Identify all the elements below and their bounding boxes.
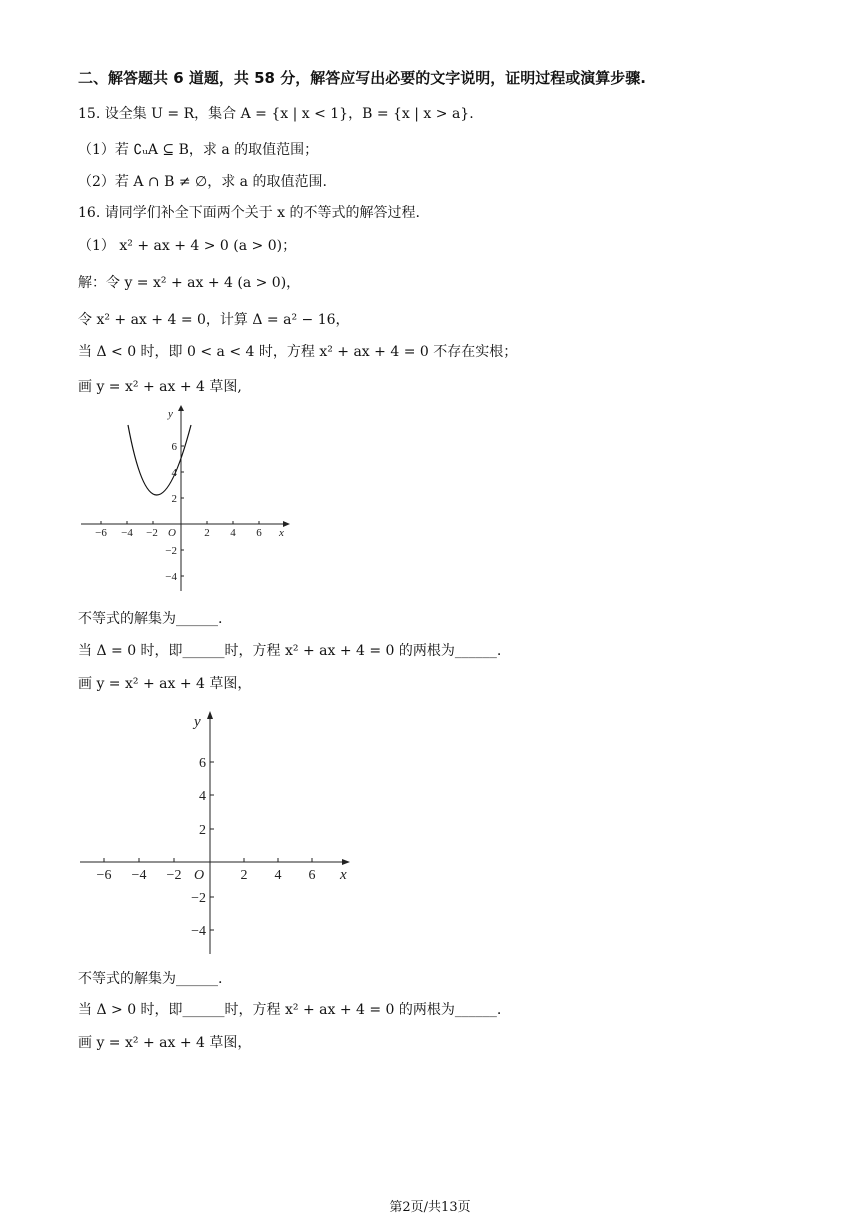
graph-2-y-tick: 6 <box>199 756 206 771</box>
graph-2-x-tick: 6 <box>308 868 316 883</box>
graph-2-x-tick: −6 <box>96 868 112 883</box>
graph-2-axes <box>80 718 343 954</box>
graph-2 <box>78 710 368 960</box>
graph-1-x-tick: 6 <box>256 527 262 539</box>
graph-1-y-tick: 2 <box>171 493 177 505</box>
graph-1-parabola <box>128 425 191 495</box>
graph-2-x-tick: −4 <box>131 868 147 883</box>
solution-set-blank-2: 不等式的解集为______. <box>78 971 223 987</box>
graph-1-y-tick: −2 <box>165 545 177 557</box>
graph-1-x-tick: 2 <box>204 527 210 539</box>
graph-2-x-tick: 4 <box>274 868 282 883</box>
solution-step-4: 画 y = x² + ax + 4 草图, <box>78 379 242 395</box>
solution-step-2: 令 x² + ax + 4 = 0，计算 Δ = a² − 16， <box>78 312 350 328</box>
graph-1-y-tick: −4 <box>165 571 177 583</box>
graph-2-y-tick: −4 <box>191 924 206 939</box>
problem-16-part-1: （1） x² + ax + 4 > 0 (a > 0)； <box>78 238 297 254</box>
page-footer: 第2页/共13页 <box>389 1200 471 1215</box>
graph-2-x-arrow <box>342 859 350 865</box>
graph-2-y-label: y <box>194 714 201 730</box>
graph-2-y-tick: 4 <box>199 789 206 804</box>
graph-1-y-tick: 4 <box>171 467 177 479</box>
solution-step-3: 当 Δ < 0 时，即 0 < a < 4 时，方程 x² + ax + 4 = 0 不存在实根； <box>78 344 518 360</box>
graph-2-x-label: x <box>340 867 347 883</box>
graph-1-y-arrow <box>178 405 184 411</box>
graph-1-x-tick: 4 <box>230 527 236 539</box>
graph-1-x-tick: −2 <box>146 527 158 539</box>
graph-2-x-tick: 2 <box>240 868 248 883</box>
solution-step-6: 画 y = x² + ax + 4 草图， <box>78 676 252 692</box>
graph-2-ticks <box>104 762 312 930</box>
graph-1-x-label: x <box>279 527 284 539</box>
graph-2-y-tick: −2 <box>191 891 206 906</box>
graph-2-origin-label: O <box>194 868 205 883</box>
graph-1-ticks <box>101 446 259 576</box>
solution-step-7: 当 Δ > 0 时，即______时，方程 x² + ax + 4 = 0 的两根为______. <box>78 1002 502 1018</box>
solution-step-8: 画 y = x² + ax + 4 草图， <box>78 1035 252 1051</box>
graph-2-y-arrow <box>207 711 213 719</box>
graph-1 <box>78 405 298 605</box>
problem-16-stem: 16. 请同学们补全下面两个关于 x 的不等式的解答过程. <box>78 205 420 221</box>
graph-1-axes <box>81 410 283 591</box>
problem-15-part-2: （2）若 A ∩ B ≠ ∅，求 a 的取值范围. <box>78 174 327 190</box>
graph-1-y-label: y <box>168 408 173 420</box>
solution-step-5: 当 Δ = 0 时，即______时，方程 x² + ax + 4 = 0 的两根为______. <box>78 643 502 659</box>
graph-1-origin-label: O <box>168 527 176 539</box>
graph-2-y-tick: 2 <box>199 823 206 838</box>
solution-set-blank-1: 不等式的解集为______. <box>78 611 223 627</box>
graph-2-x-tick: −2 <box>166 868 182 883</box>
graph-1-x-tick: −4 <box>121 527 133 539</box>
graph-1-x-arrow <box>283 521 290 527</box>
problem-15-part-1: （1）若 ∁ᵤA ⊆ B，求 a 的取值范围； <box>78 142 319 158</box>
solution-step-1: 解：令 y = x² + ax + 4 (a > 0)， <box>78 275 301 291</box>
problem-15-stem: 15. 设全集 U = R，集合 A = {x | x < 1}，B = {x | x > a}. <box>78 106 474 122</box>
graph-1-y-tick: 6 <box>171 441 177 453</box>
section-heading: 二、解答题共 6 道题，共 58 分，解答应写出必要的文字说明，证明过程或演算步骤. <box>78 69 646 87</box>
graph-1-x-tick: −6 <box>95 527 107 539</box>
